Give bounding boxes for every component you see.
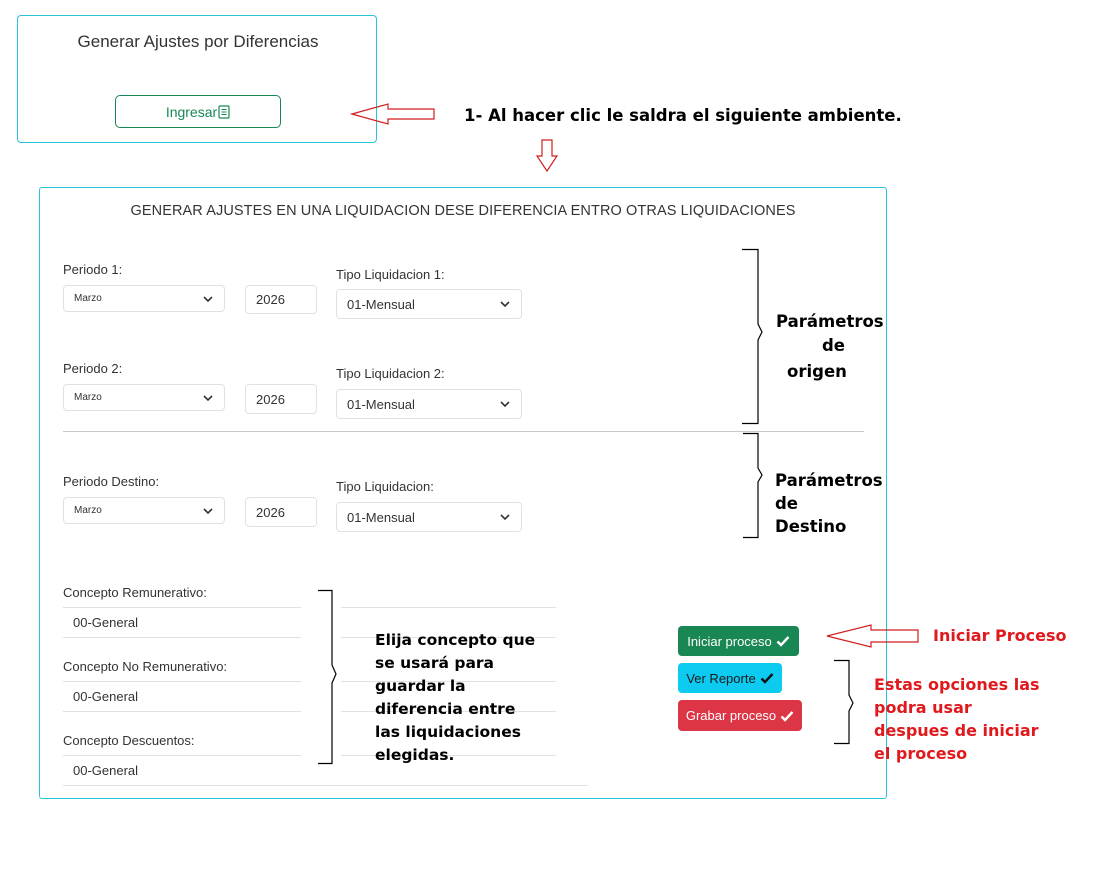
periodo2-month-select[interactable]	[63, 384, 225, 411]
concept-annotation-line: guardar la	[375, 677, 466, 695]
bracket-conceptos-icon	[316, 589, 346, 766]
check-icon	[760, 672, 774, 684]
periodo1-year-value: 2026	[256, 292, 285, 307]
concepto-rem-label: Concepto Remunerativo:	[63, 585, 207, 600]
concepto-desc-value: 00-General	[73, 763, 139, 778]
arrow-down-icon	[535, 138, 559, 173]
concept-line	[341, 607, 556, 608]
chevron-down-icon	[499, 398, 511, 410]
concepto-rem-value: 00-General	[73, 615, 139, 630]
concept-annotation-line: se usará para	[375, 654, 495, 672]
origen-annotation	[776, 310, 884, 384]
card-title: Generar Ajustes por Diferencias	[77, 32, 319, 51]
destino-line: Parámetros	[775, 471, 883, 490]
chevron-down-icon	[202, 505, 214, 517]
tipo2-value: 01-Mensual	[347, 396, 415, 412]
iniciar-proceso-label: Iniciar proceso	[687, 633, 772, 649]
destino-line: de	[775, 494, 799, 513]
tipo1-select[interactable]	[336, 289, 522, 319]
ingresar-label: Ingresar	[165, 103, 218, 120]
origen-line: origen	[787, 362, 847, 381]
concept-line	[63, 785, 588, 786]
chevron-down-icon	[202, 293, 214, 305]
concepto-rem-select[interactable]	[63, 607, 301, 638]
periodo2-year-input[interactable]	[245, 384, 317, 414]
tipo1-value: 01-Mensual	[347, 296, 415, 312]
concepto-norem-value: 00-General	[73, 689, 139, 704]
opciones-line: Estas opciones las	[874, 675, 1040, 694]
destino-label: Periodo Destino:	[63, 474, 160, 489]
ingresar-button[interactable]	[115, 95, 281, 128]
check-icon	[776, 635, 790, 647]
bracket-opciones-icon	[832, 659, 862, 746]
chevron-down-icon	[202, 392, 214, 404]
periodo1-label: Periodo 1:	[63, 262, 123, 277]
iniciar-proceso-button[interactable]	[678, 626, 799, 656]
opciones-line: despues de iniciar	[874, 721, 1039, 740]
concept-annotation-line: las liquidaciones	[375, 723, 521, 741]
bracket-destino-icon	[741, 432, 771, 540]
tipo-destino-select[interactable]	[336, 502, 522, 532]
tipo2-select[interactable]	[336, 389, 522, 419]
concepto-norem-label: Concepto No Remunerativo:	[63, 659, 228, 674]
periodo2-label: Periodo 2:	[63, 361, 123, 376]
tipo-destino-value: 01-Mensual	[347, 509, 415, 525]
iniciar-annotation: Iniciar Proceso	[933, 626, 1067, 645]
opciones-line: podra usar	[874, 698, 972, 717]
periodo1-year-input[interactable]	[245, 285, 317, 314]
destino-annotation	[775, 469, 883, 538]
periodo1-month-value: Marzo	[74, 293, 102, 304]
periodo2-year-value: 2026	[256, 391, 285, 407]
grabar-proceso-button[interactable]	[678, 700, 802, 731]
concepto-desc-label: Concepto Descuentos:	[63, 733, 195, 748]
grabar-proceso-label: Grabar proceso	[685, 708, 777, 723]
step1-annotation: 1- Al hacer clic le saldra el siguiente ambiente.	[464, 106, 902, 125]
concepto-norem-select[interactable]	[63, 681, 301, 712]
periodo2-month-value: Marzo	[74, 392, 102, 403]
concepto-desc-select[interactable]	[63, 755, 301, 786]
tipo1-label: Tipo Liquidacion 1:	[336, 267, 445, 282]
arrow-left-icon	[825, 623, 921, 649]
check-icon	[780, 710, 794, 722]
origen-line: de	[822, 336, 846, 355]
tipo2-label: Tipo Liquidacion 2:	[336, 366, 445, 381]
opciones-annotation	[874, 673, 1040, 765]
concept-annotation-line: elegidas.	[375, 746, 455, 764]
panel-title: GENERAR AJUSTES EN UNA LIQUIDACION DESE DIFERENCIA ENTRO OTRAS LIQUIDACIONES	[130, 203, 796, 219]
ver-reporte-button[interactable]	[678, 663, 782, 693]
ajustes-card	[17, 15, 377, 143]
origen-line: Parámetros	[776, 312, 884, 331]
tipo-destino-label: Tipo Liquidacion:	[336, 479, 434, 494]
document-icon	[218, 105, 230, 119]
chevron-down-icon	[499, 298, 511, 310]
concept-annotation-line: diferencia entre	[375, 700, 516, 718]
opciones-line: el proceso	[874, 744, 968, 763]
ver-reporte-label: Ver Reporte	[686, 670, 756, 686]
arrow-left-icon	[350, 102, 436, 126]
destino-year-input[interactable]	[245, 497, 317, 527]
destino-month-value: Marzo	[74, 505, 102, 516]
destino-year-value: 2026	[256, 504, 285, 520]
bracket-origen-icon	[740, 248, 770, 426]
periodo1-month-select[interactable]	[63, 285, 225, 312]
concept-annotation-line: Elija concepto que	[375, 631, 536, 649]
destino-line: Destino	[775, 517, 847, 536]
concept-annotation	[375, 629, 535, 767]
destino-month-select[interactable]	[63, 497, 225, 524]
chevron-down-icon	[499, 511, 511, 523]
